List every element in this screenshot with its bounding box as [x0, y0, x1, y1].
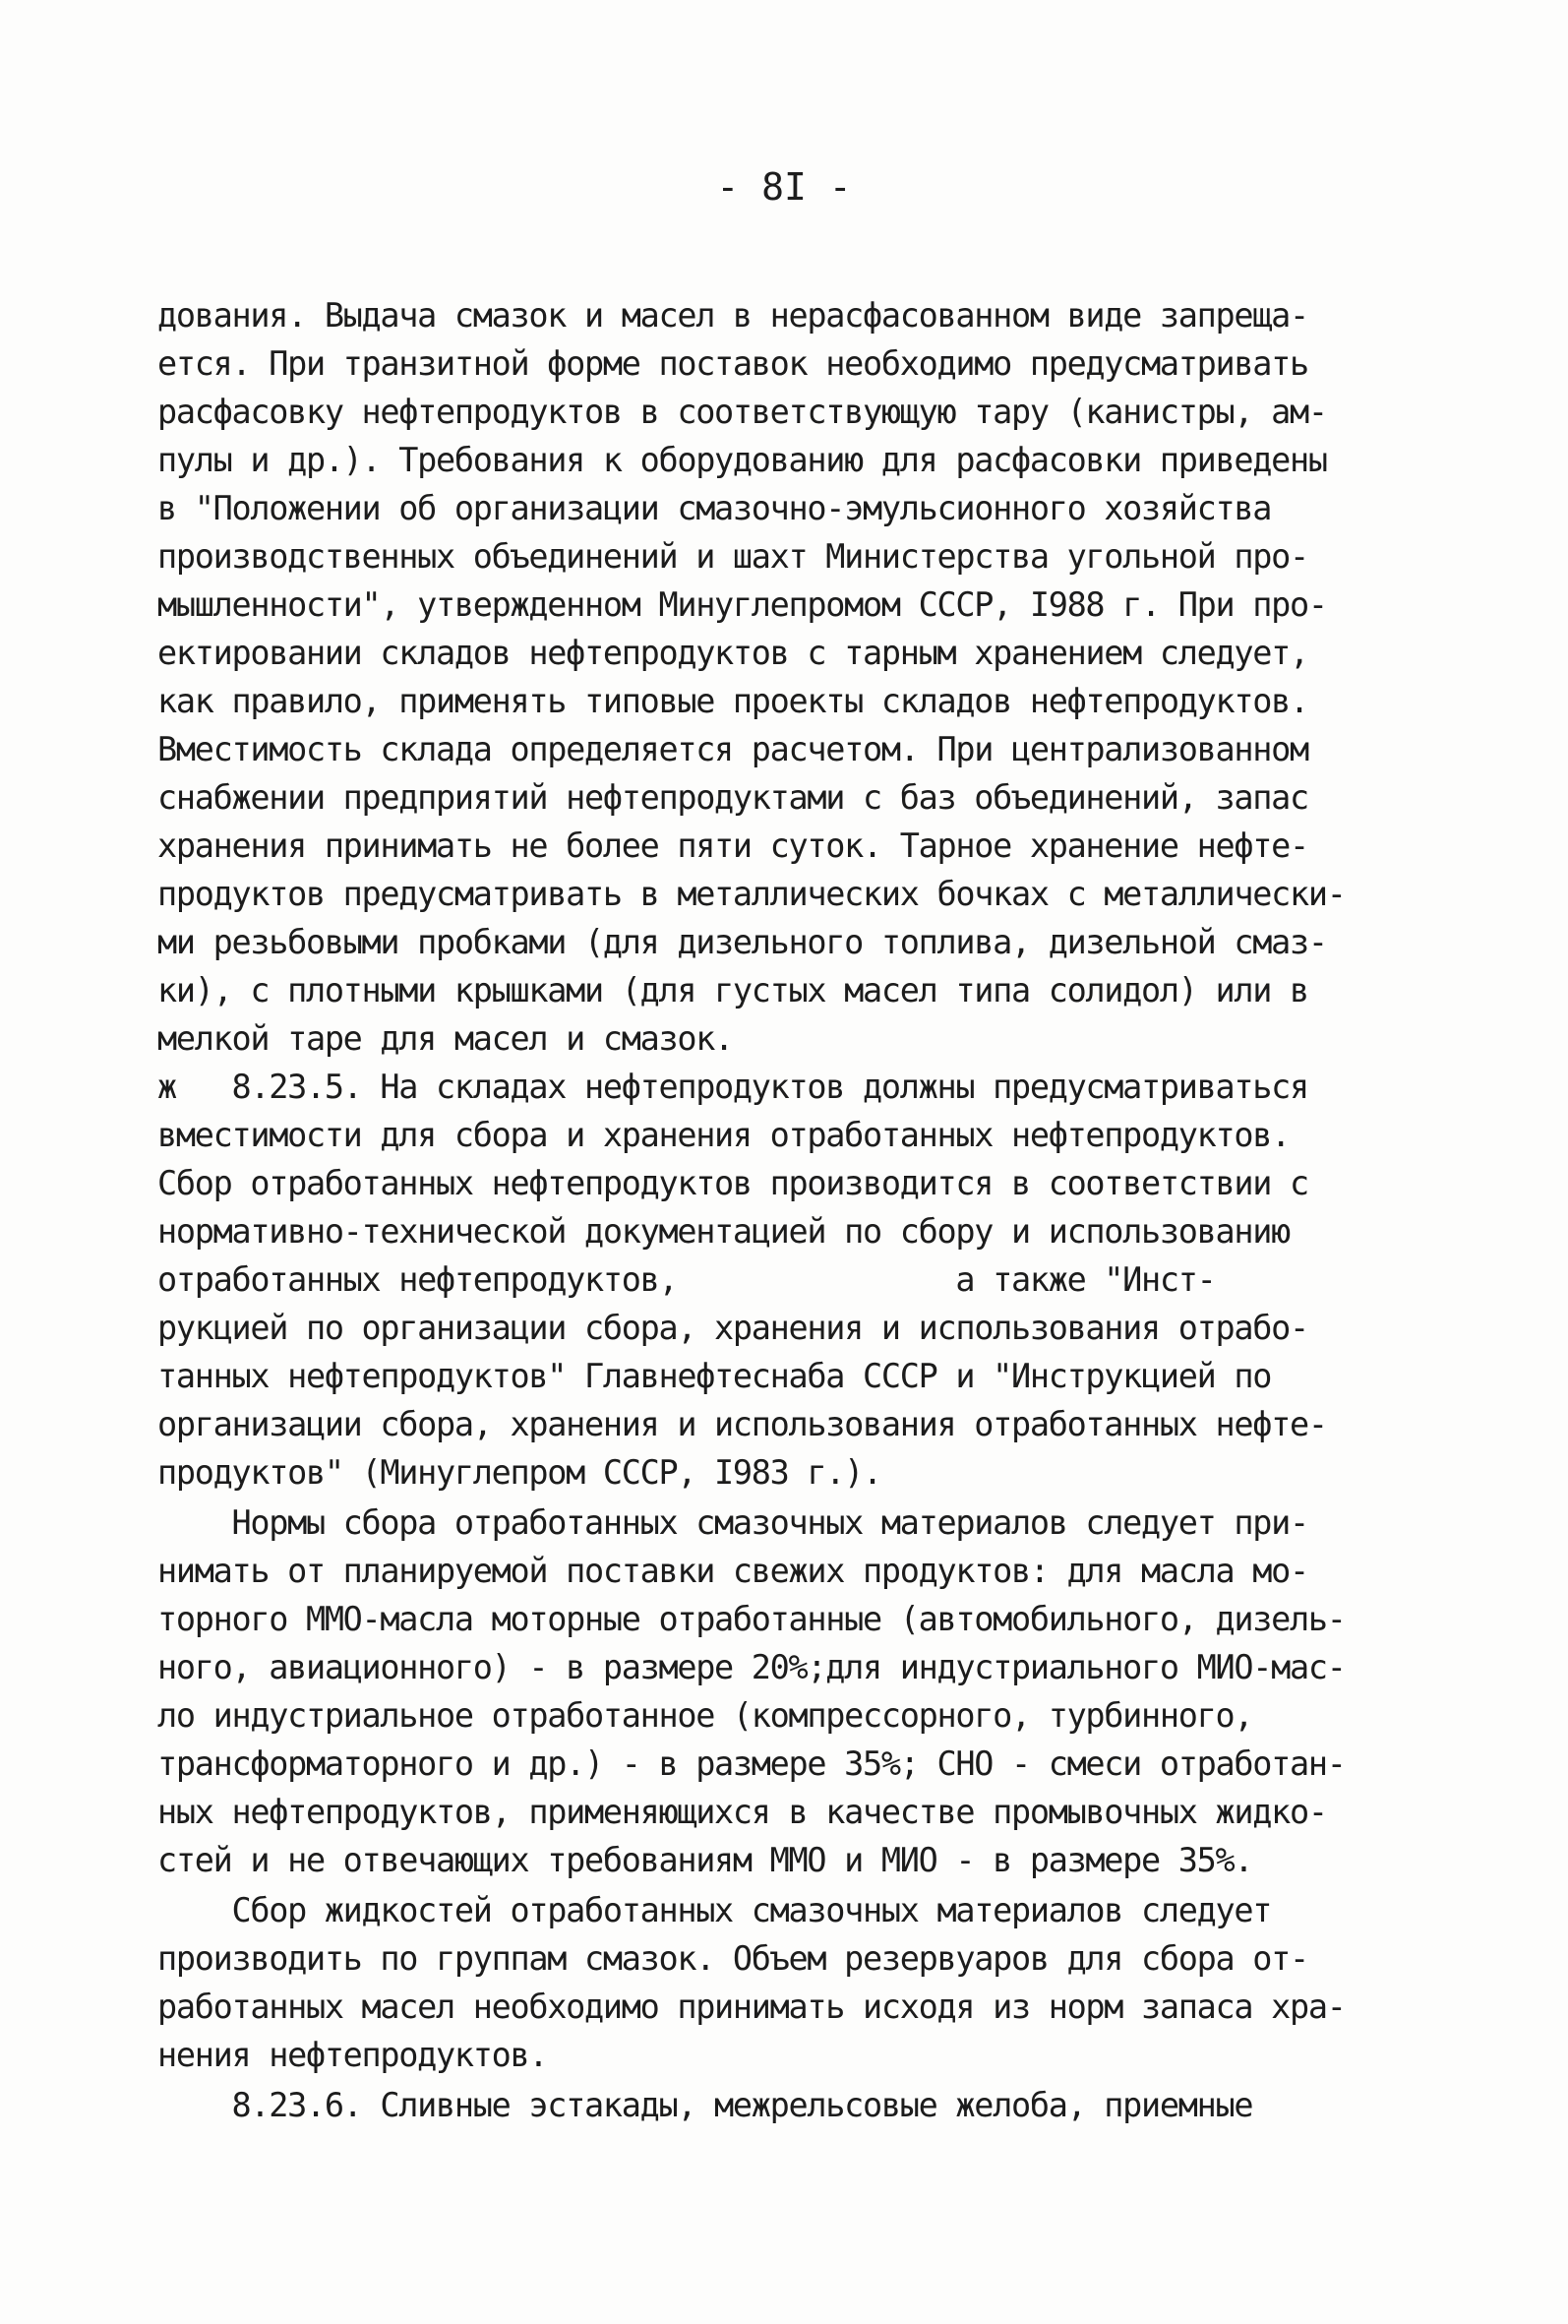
text-line: хранения принимать не более пяти суток. Тарное хранение нефте- — [157, 826, 1308, 865]
text-line: вместимости для сбора и хранения отработанных нефтепродуктов. — [157, 1116, 1290, 1154]
text-line: ло индустриальное отработанное (компрессорного, турбинного, — [157, 1696, 1253, 1735]
text-line: стей и не отвечающих требованиям ММО и МИО - в размере 35%. — [157, 1841, 1253, 1879]
page-number: - 8I - — [716, 165, 852, 209]
text-line: мышленности", утвержденном Минуглепромом СССР, I988 г. При про- — [157, 585, 1327, 624]
text-line: ных нефтепродуктов, применяющихся в качестве промывочных жидко- — [157, 1793, 1327, 1831]
text-line: производить по группам смазок. Объем резервуаров для сбора от- — [157, 1939, 1308, 1978]
text-line: производственных объединений и шахт Министерства угольной про- — [157, 537, 1308, 576]
text-line: дования. Выдача смазок и масел в нерасфасованном виде запреща- — [157, 296, 1308, 335]
text-line: как правило, применять типовые проекты складов нефтепродуктов. — [157, 682, 1308, 720]
text-line: ного, авиационного) - в размере 20%;для индустриального МИО-мас- — [157, 1648, 1346, 1686]
text-line: рукцией по организации сбора, хранения и использования отрабо- — [157, 1309, 1308, 1347]
text-line: в "Положении об организации смазочно-эмульсионного хозяйства — [157, 489, 1272, 527]
text-line: нормативно-технической документацией по сбору и использованию — [157, 1212, 1290, 1251]
text-line: трансформаторного и др.) - в размере 35%; СНО - смеси отработан- — [157, 1744, 1346, 1783]
body-text — [157, 291, 1436, 2129]
text-line: пулы и др.). Требования к оборудованию для расфасовки приведены — [157, 441, 1327, 479]
text-line: ки), с плотными крышками (для густых масел типа солидол) или в — [157, 971, 1308, 1009]
text-line: Сбор отработанных нефтепродуктов производится в соответствии с — [157, 1164, 1308, 1202]
text-line: Вместимость склада определяется расчетом. При централизованном — [157, 730, 1308, 768]
text-line: отработанных нефтепродуктов, а также "Инст- — [157, 1260, 1216, 1299]
text-line: расфасовку нефтепродуктов в соответствующую тару (канистры, ам- — [157, 393, 1327, 431]
text-line: нимать от планируемой поставки свежих продуктов: для масла мо- — [157, 1552, 1308, 1590]
text-line: ми резьбовыми пробками (для дизельного топлива, дизельной смаз- — [157, 923, 1327, 961]
text-line: ектировании складов нефтепродуктов с тарным хранением следует, — [157, 634, 1308, 672]
section-line-8-23-5: ж 8.23.5. На складах нефтепродуктов должны предусматриваться — [157, 1068, 1308, 1106]
text-line: работанных масел необходимо принимать исходя из норм запаса хра- — [157, 1988, 1346, 2026]
text-line: снабжении предприятий нефтепродуктами с баз объединений, запас — [157, 778, 1308, 817]
section-line-8-23-6: 8.23.6. Сливные эстакады, межрельсовые желоба, приемные — [157, 2086, 1253, 2124]
text-line: танных нефтепродуктов" Главнефтеснаба СССР и "Инструкцией по — [157, 1357, 1272, 1395]
paragraph-start-line: Нормы сбора отработанных смазочных материалов следует при- — [157, 1503, 1308, 1542]
text-line: ется. При транзитной форме поставок необходимо предусматривать — [157, 344, 1308, 383]
text-line: нения нефтепродуктов. — [157, 2036, 548, 2074]
text-line: торного ММО-масла моторные отработанные (автомобильного, дизель- — [157, 1600, 1346, 1638]
text-line: организации сбора, хранения и использования отработанных нефте- — [157, 1405, 1327, 1443]
text-line: продуктов предусматривать в металлических бочках с металлически- — [157, 875, 1346, 913]
paragraph-start-line: Сбор жидкостей отработанных смазочных материалов следует — [157, 1891, 1272, 1929]
text-line: мелкой таре для масел и смазок. — [157, 1019, 733, 1058]
text-line: продуктов" (Минуглепром СССР, I983 г.). — [157, 1453, 881, 1492]
